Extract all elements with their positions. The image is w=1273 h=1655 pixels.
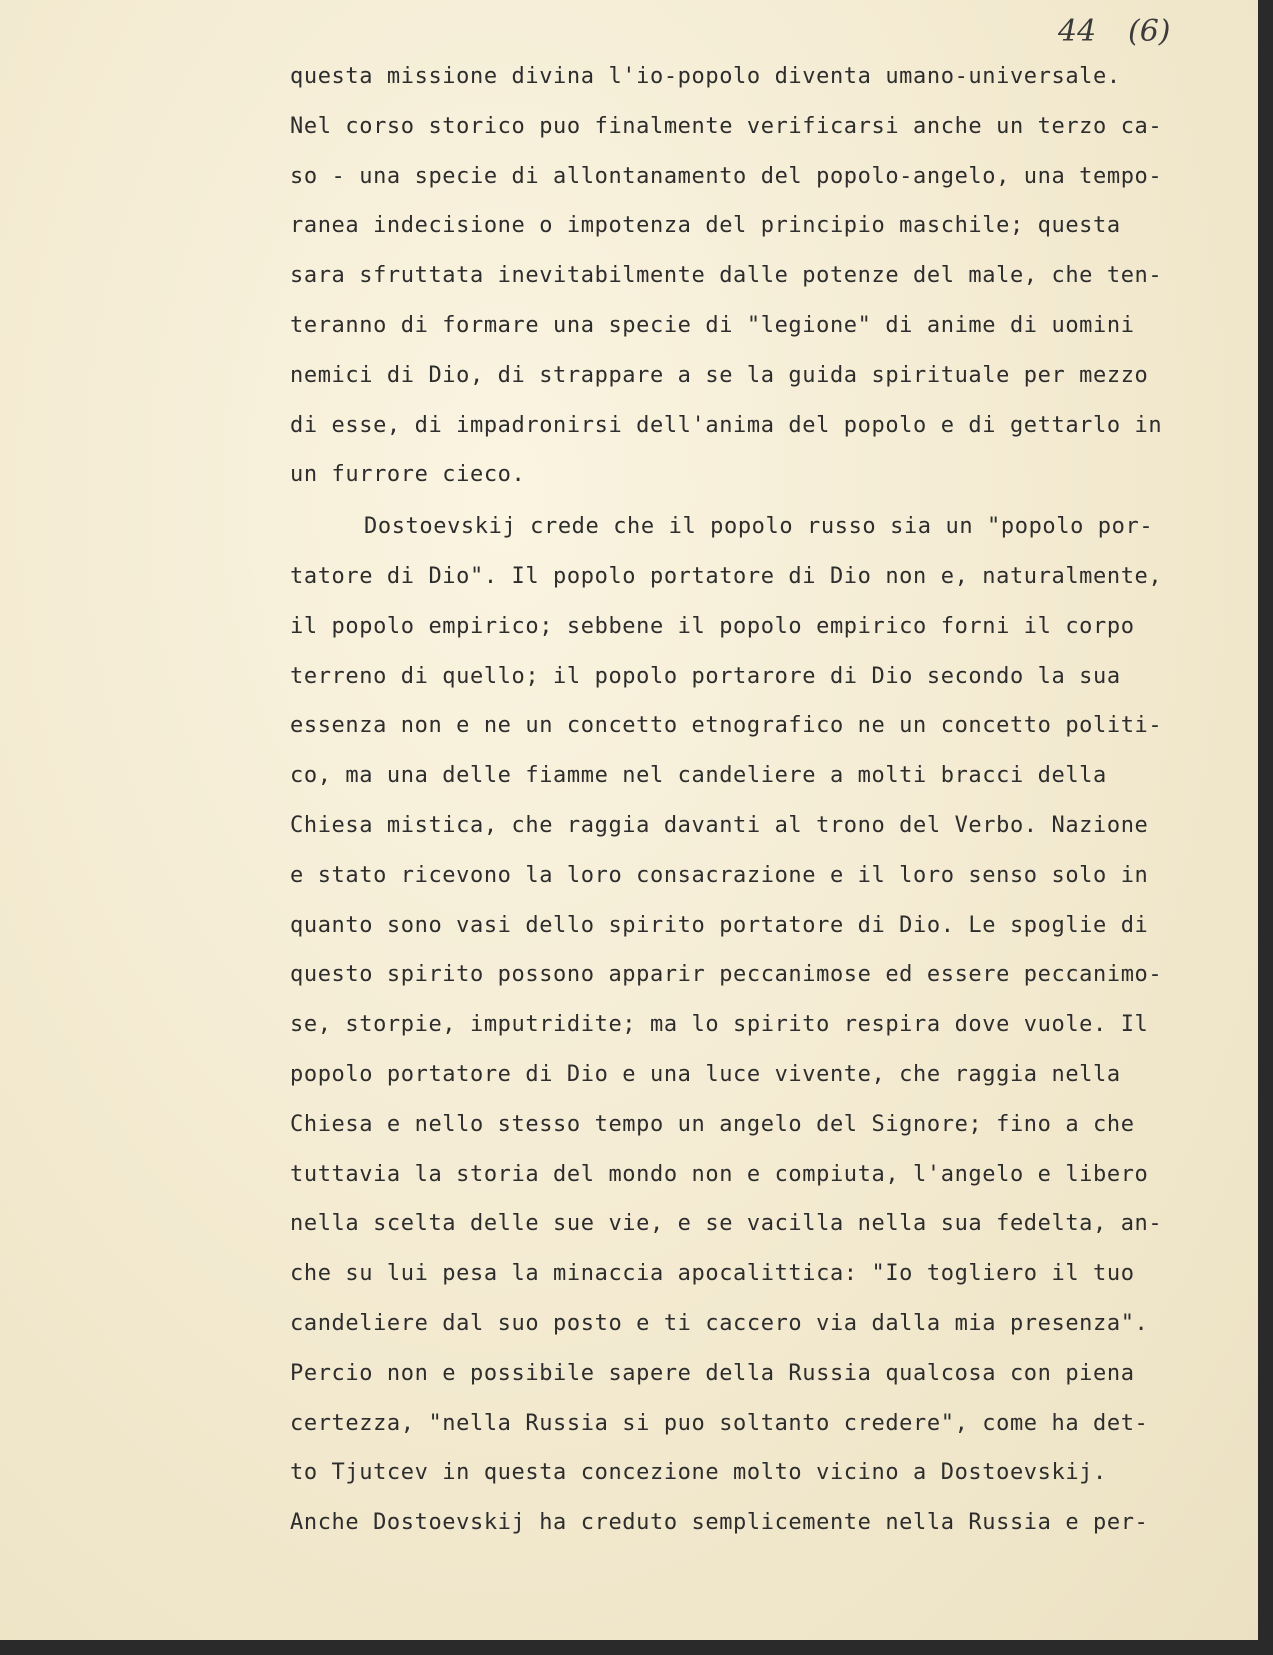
text-line: che su lui pesa la minaccia apocalittica: "Io togliero il tuo: [290, 1261, 1135, 1287]
scan-border-bottom: [0, 1640, 1273, 1655]
text-line: certezza, "nella Russia si puo soltanto credere", come ha det-: [290, 1410, 1149, 1436]
text-line: questa missione divina l'io-popolo diventa umano-universale.: [290, 64, 1121, 89]
body-text: [290, 52, 1235, 1548]
text-line: nella scelta delle sue vie, e se vacilla nella sua fedelta, an-: [290, 1211, 1163, 1237]
text-line: to Tjutcev in questa concezione molto vicino a Dostoevskij.: [290, 1460, 1107, 1486]
text-line: Dostoevskij crede che il popolo russo sia un "popolo por-: [364, 514, 1154, 540]
text-line: essenza non e ne un concetto etnografico ne un concetto politi-: [290, 713, 1163, 739]
text-line: Chiesa e nello stesso tempo un angelo del Signore; fino a che: [290, 1111, 1135, 1137]
text-line: e stato ricevono la loro consacrazione e il loro senso solo in: [290, 862, 1149, 888]
text-line: tuttavia la storia del mondo non e compiuta, l'angelo e libero: [290, 1161, 1149, 1187]
paragraph-1: [290, 52, 1235, 500]
text-line: nemici di Dio, di strappare a se la guida spirituale per mezzo: [290, 362, 1149, 388]
text-line: un furrore cieco.: [290, 462, 526, 488]
text-line: teranno di formare una specie di "legione" di anime di uomini: [290, 312, 1135, 338]
text-line: co, ma una delle fiamme nel candeliere a molti bracci della: [290, 763, 1107, 789]
text-line: candeliere dal suo posto e ti caccero via dalla mia presenza".: [290, 1310, 1149, 1336]
text-line: so - una specie di allontanamento del popolo-angelo, una tempo-: [290, 163, 1163, 189]
text-line: quanto sono vasi dello spirito portatore di Dio. Le spoglie di: [290, 912, 1149, 938]
text-line: terreno di quello; il popolo portarore di Dio secondo la sua: [290, 663, 1121, 689]
text-line: questo spirito possono apparir peccanimose ed essere peccanimo-: [290, 962, 1163, 988]
text-line: Percio non e possibile sapere della Russia qualcosa con piena: [290, 1360, 1135, 1386]
text-line: Nel corso storico puo finalmente verificarsi anche un terzo ca-: [290, 113, 1163, 139]
text-line: se, storpie, imputridite; ma lo spirito respira dove vuole. Il: [290, 1012, 1149, 1038]
handwritten-sheet-number: (6): [1128, 14, 1171, 49]
text-line: ranea indecisione o impotenza del principio maschile; questa: [290, 213, 1121, 239]
text-line: di esse, di impadronirsi dell'anima del popolo e di gettarlo in: [290, 412, 1163, 438]
paragraph-2: [290, 502, 1235, 1548]
handwritten-page-number: 44: [1058, 14, 1097, 49]
text-line: Chiesa mistica, che raggia davanti al trono del Verbo. Nazione: [290, 812, 1149, 838]
scan-border-right: [1258, 0, 1273, 1655]
text-line: il popolo empirico; sebbene il popolo empirico forni il corpo: [290, 613, 1135, 639]
text-line: tatore di Dio". Il popolo portatore di Dio non e, naturalmente,: [290, 563, 1163, 589]
text-line: sara sfruttata inevitabilmente dalle potenze del male, che ten-: [290, 263, 1163, 289]
text-line: Anche Dostoevskij ha creduto semplicemente nella Russia e per-: [290, 1510, 1149, 1536]
text-line: popolo portatore di Dio e una luce vivente, che raggia nella: [290, 1061, 1121, 1087]
